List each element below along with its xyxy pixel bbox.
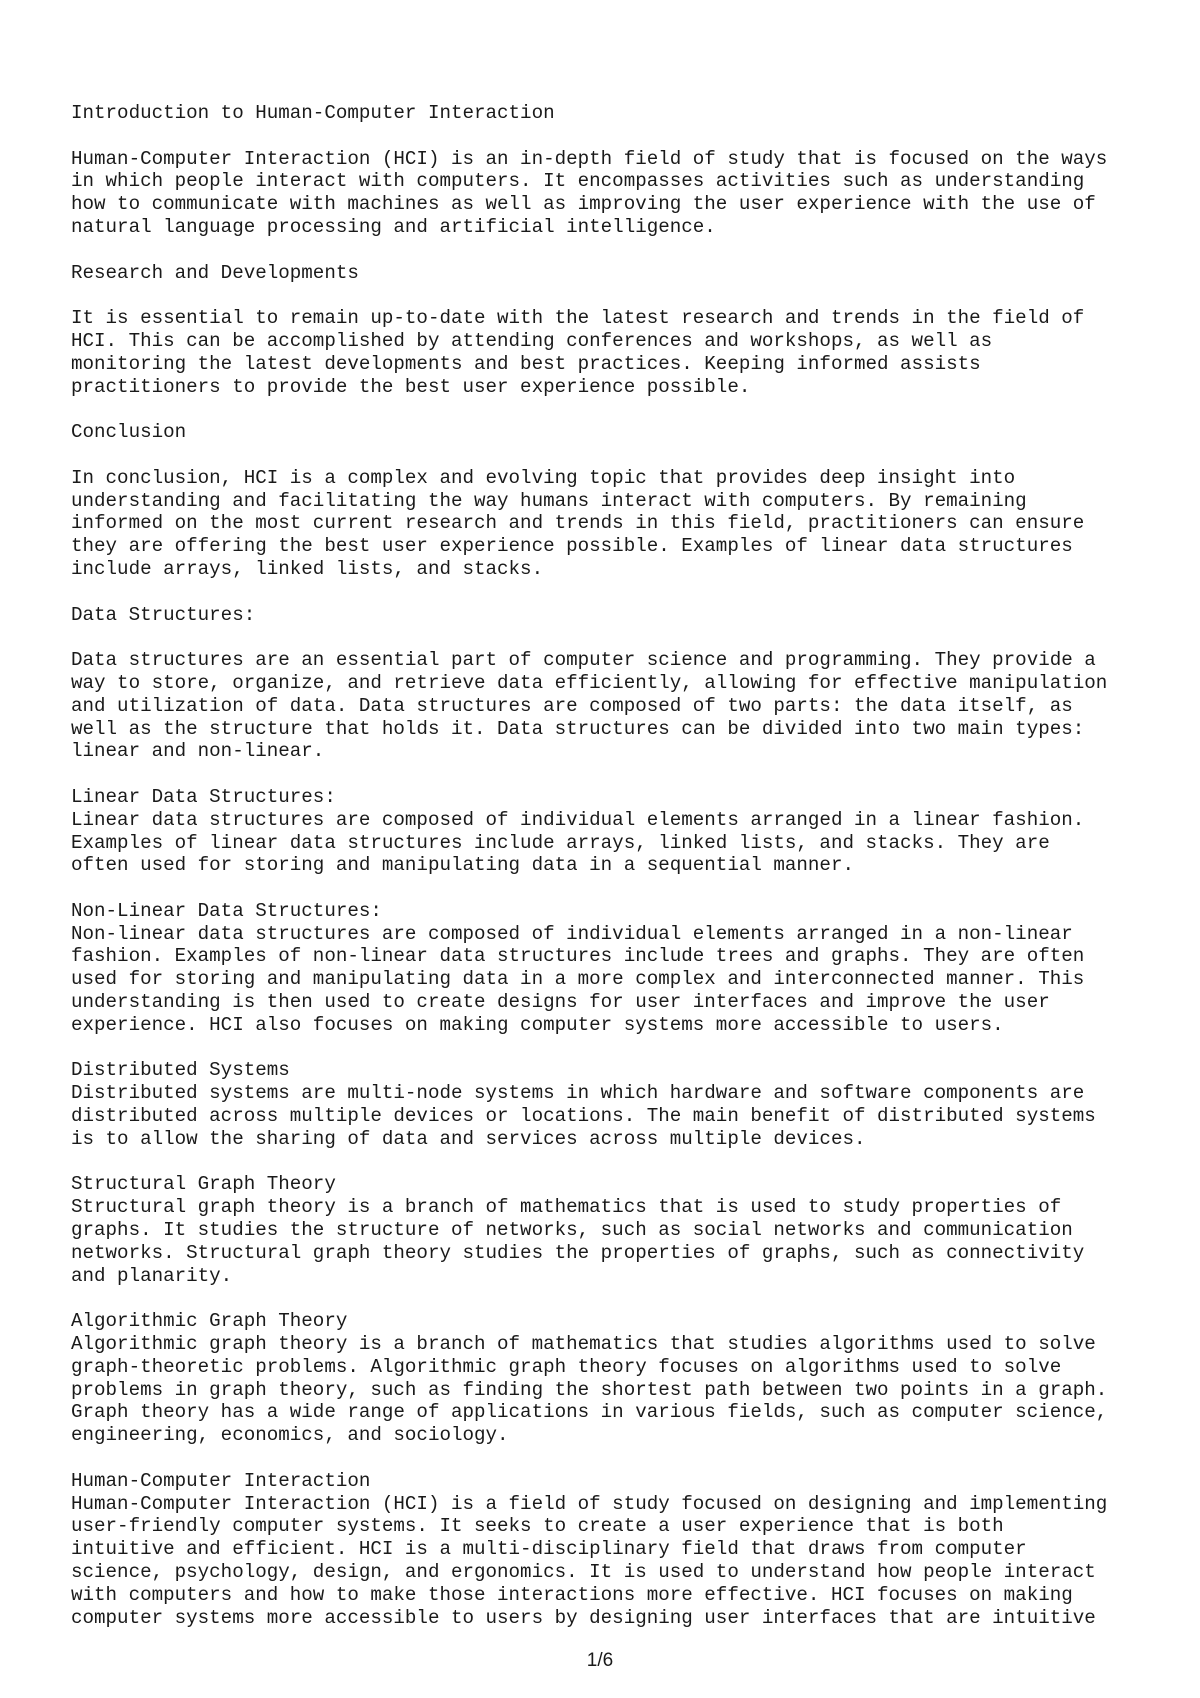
text-line: natural language processing and artificial intelligence. — [71, 215, 716, 238]
text-line: they are offering the best user experience possible. Examples of linear data structures — [71, 535, 1073, 558]
text-line: distributed across multiple devices or locations. The main benefit of distributed systems — [71, 1105, 1096, 1128]
blank-line — [71, 398, 1191, 421]
blank-line — [71, 626, 1191, 649]
text-line: Data structures are an essential part of computer science and programming. They provide a — [71, 649, 1096, 672]
text-line: Structural Graph Theory — [71, 1173, 336, 1196]
text-line: networks. Structural graph theory studies the properties of graphs, such as connectivity — [71, 1241, 1085, 1264]
text-line: Structural graph theory is a branch of mathematics that is used to study properties of — [71, 1196, 1062, 1219]
text-line: Research and Developments — [71, 261, 359, 284]
text-line: understanding is then used to create designs for user interfaces and improve the user — [71, 991, 1050, 1014]
blank-line — [71, 763, 1191, 786]
text-line: user-friendly computer systems. It seeks to create a user experience that is both — [71, 1515, 1004, 1538]
text-line: and utilization of data. Data structures are composed of two parts: the data itself, as — [71, 694, 1073, 717]
text-line: intuitive and efficient. HCI is a multi-disciplinary field that draws from computer — [71, 1538, 1027, 1561]
text-line: Non-Linear Data Structures: — [71, 899, 382, 922]
text-line: Linear data structures are composed of individual elements arranged in a linear fashion. — [71, 808, 1085, 831]
text-line: is to allow the sharing of data and services across multiple devices. — [71, 1127, 866, 1150]
text-line: experience. HCI also focuses on making computer systems more accessible to users. — [71, 1013, 1004, 1036]
text-line: Algorithmic graph theory is a branch of mathematics that studies algorithms used to solve — [71, 1333, 1096, 1356]
text-line: and planarity. — [71, 1264, 233, 1287]
text-line: graph-theoretic problems. Algorithmic graph theory focuses on algorithms used to solve — [71, 1355, 1062, 1378]
text-line: Human-Computer Interaction (HCI) is an in-depth field of study that is focused on the ways — [71, 147, 1108, 170]
text-line: Introduction to Human-Computer Interaction — [71, 102, 555, 124]
text-line: with computers and how to make those interactions more effective. HCI focuses on making — [71, 1583, 1073, 1606]
text-line: HCI. This can be accomplished by attending conferences and workshops, as well as — [71, 329, 993, 352]
text-line: fashion. Examples of non-linear data structures include trees and graphs. They are often — [71, 945, 1085, 968]
text-line: Human-Computer Interaction (HCI) is a field of study focused on designing and implementing — [71, 1492, 1108, 1515]
text-line: linear and non-linear. — [71, 740, 325, 763]
document-body — [71, 102, 1191, 1629]
text-line: Algorithmic Graph Theory — [71, 1310, 348, 1333]
text-line: Conclusion — [71, 421, 187, 444]
blank-line — [71, 1287, 1191, 1310]
text-line: problems in graph theory, such as finding the shortest path between two points in a graph. — [71, 1378, 1108, 1401]
text-line: It is essential to remain up-to-date with the latest research and trends in the field of — [71, 307, 1085, 330]
blank-line — [71, 581, 1191, 604]
page-number: 1/6 — [586, 1650, 614, 1671]
text-line: Examples of linear data structures include arrays, linked lists, and stacks. They are — [71, 831, 1050, 854]
text-line: graphs. It studies the structure of networks, such as social networks and communication — [71, 1219, 1073, 1242]
blank-line — [71, 1447, 1191, 1470]
text-line: how to communicate with machines as well as improving the user experience with the use of — [71, 193, 1096, 216]
text-line: practitioners to provide the best user experience possible. — [71, 375, 751, 398]
text-line: informed on the most current research and trends in this field, practitioners can ensure — [71, 512, 1085, 535]
blank-line — [71, 125, 1191, 148]
text-line: engineering, economics, and sociology. — [71, 1424, 509, 1447]
text-line: well as the structure that holds it. Data structures can be divided into two main types: — [71, 717, 1085, 740]
blank-line — [71, 444, 1191, 467]
text-line: Distributed systems are multi-node systems in which hardware and software components are — [71, 1082, 1085, 1105]
text-line: Human-Computer Interaction — [71, 1469, 371, 1492]
text-line: Graph theory has a wide range of applications in various fields, such as computer science, — [71, 1401, 1108, 1424]
text-line: In conclusion, HCI is a complex and evolving topic that provides deep insight into — [71, 466, 1016, 489]
blank-line — [71, 284, 1191, 307]
text-line: often used for storing and manipulating data in a sequential manner. — [71, 854, 854, 877]
text-line: used for storing and manipulating data in a more complex and interconnected manner. This — [71, 968, 1085, 991]
text-line: monitoring the latest developments and best practices. Keeping informed assists — [71, 352, 981, 375]
text-line: in which people interact with computers. It encompasses activities such as understanding — [71, 170, 1085, 193]
text-line: science, psychology, design, and ergonomics. It is used to understand how people interact — [71, 1561, 1096, 1583]
text-line: way to store, organize, and retrieve data efficiently, allowing for effective manipulation — [71, 671, 1108, 694]
text-line: include arrays, linked lists, and stacks. — [71, 557, 544, 580]
text-line: understanding and facilitating the way humans interact with computers. By remaining — [71, 489, 1027, 512]
blank-line — [71, 877, 1191, 900]
text-line: Linear Data Structures: — [71, 785, 336, 808]
text-line: computer systems more accessible to users by designing user interfaces that are intuitive — [71, 1606, 1096, 1629]
blank-line — [71, 1151, 1191, 1174]
text-line: Data Structures: — [71, 603, 256, 626]
text-line: Distributed Systems — [71, 1059, 290, 1082]
text-line: Non-linear data structures are composed of individual elements arranged in a non-linear — [71, 922, 1073, 945]
blank-line — [71, 1037, 1191, 1060]
blank-line — [71, 239, 1191, 262]
